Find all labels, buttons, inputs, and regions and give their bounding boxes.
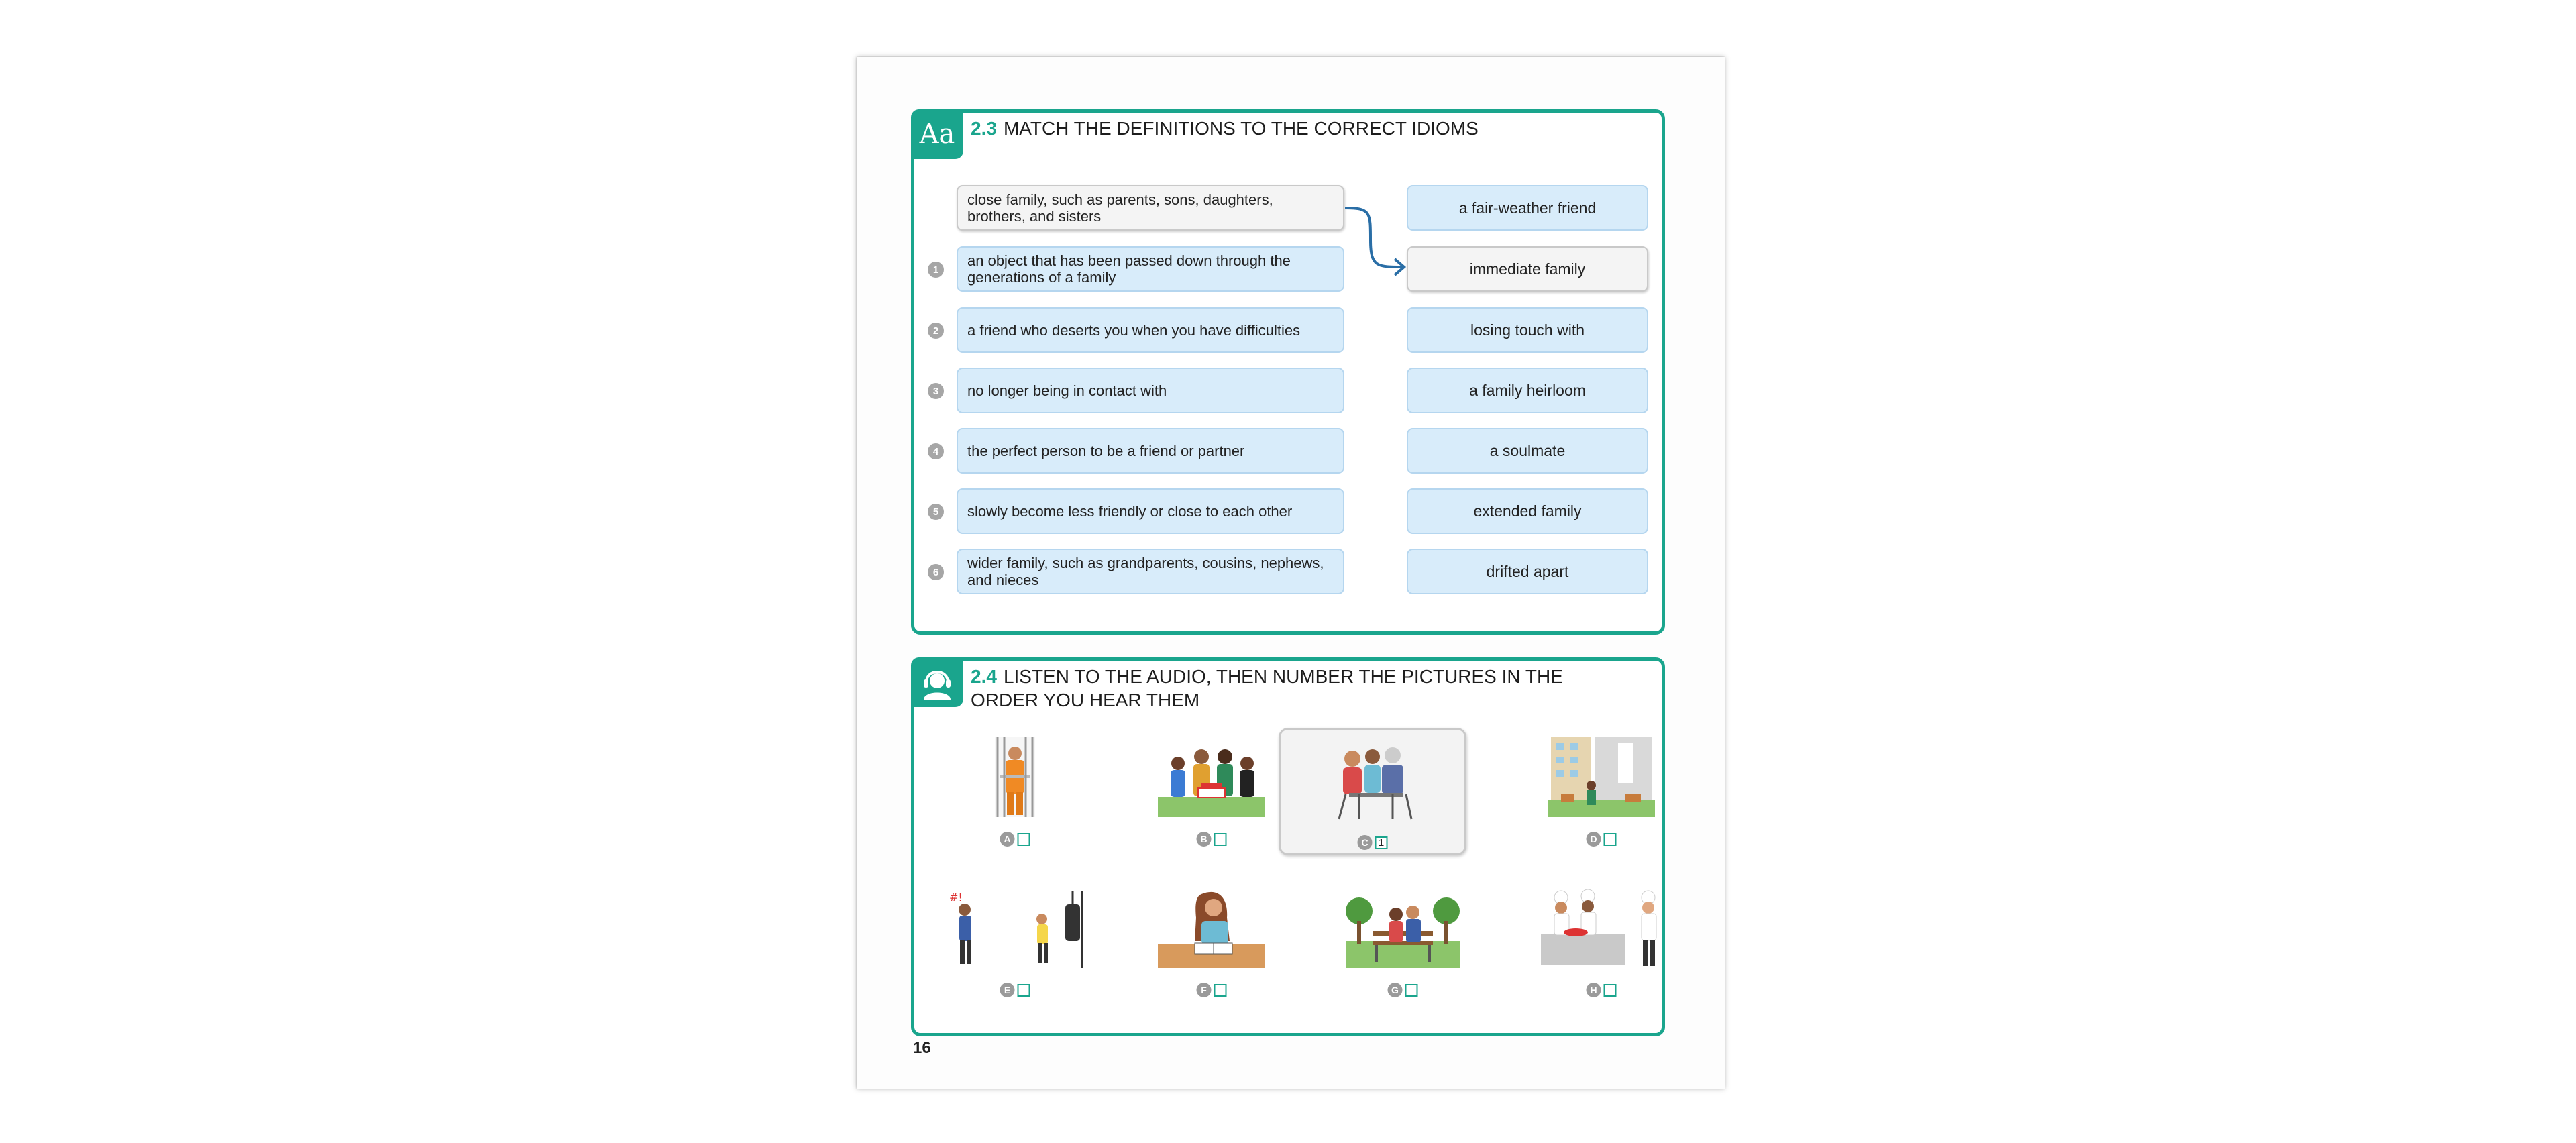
- idiom-family-heirloom[interactable]: a family heirloom: [1407, 368, 1648, 413]
- picture-label: [1587, 832, 1617, 847]
- family-birthday-illustration: [1155, 733, 1269, 820]
- answer-box[interactable]: [1405, 984, 1418, 997]
- street-neighbors-illustration: [1544, 733, 1658, 820]
- picture-g[interactable]: [1309, 879, 1497, 998]
- definition-text: no longer being in contact with: [967, 382, 1167, 399]
- page-number: 16: [913, 1039, 931, 1057]
- boxing-illustration: [941, 884, 1089, 971]
- exercise-title: LISTEN TO THE AUDIO, THEN NUMBER THE PICTURES IN THE ORDER YOU HEAR THEM: [971, 666, 1563, 710]
- number-1: 1: [928, 262, 944, 278]
- prisoner-illustration: [981, 733, 1049, 820]
- picture-label: [1388, 983, 1418, 997]
- picture-b[interactable]: [1118, 728, 1305, 847]
- definition-text: slowly become less friendly or close to each other: [967, 502, 1293, 520]
- picture-label: [1587, 983, 1617, 997]
- picture-label: [1358, 835, 1388, 850]
- number-2: 2: [928, 323, 944, 339]
- picture-label: [1000, 832, 1030, 847]
- idiom-drifted-apart[interactable]: drifted apart: [1407, 549, 1648, 594]
- definition-text: an object that has been passed down through the generations of a family: [967, 252, 1291, 286]
- answer-box[interactable]: 1: [1375, 836, 1388, 849]
- idiom-extended-family[interactable]: extended family: [1407, 488, 1648, 534]
- definition-5[interactable]: [957, 488, 1344, 534]
- idiom-soulmate[interactable]: a soulmate: [1407, 428, 1648, 474]
- picture-a[interactable]: [921, 728, 1109, 847]
- answer-box[interactable]: [1214, 833, 1227, 846]
- woman-reading-illustration: [1155, 884, 1269, 971]
- letter-badge: F: [1197, 983, 1212, 997]
- definition-2[interactable]: [957, 307, 1344, 353]
- exercise-number: 2.4: [971, 666, 997, 687]
- picture-label: [1000, 983, 1030, 997]
- definition-text: close family, such as parents, sons, daughters, brothers, and sisters: [967, 191, 1273, 225]
- number-5: 5: [928, 504, 944, 520]
- aa-icon: Aa: [919, 119, 955, 150]
- exercise-2-3-heading: [971, 117, 1479, 140]
- example-definition: [957, 185, 1344, 231]
- picture-c[interactable]: [1279, 728, 1466, 855]
- exercise-number: 2.3: [971, 118, 997, 139]
- letter-badge: E: [1000, 983, 1015, 997]
- picture-label: [1197, 983, 1227, 997]
- number-6: 6: [928, 564, 944, 580]
- picture-label: [1197, 832, 1227, 847]
- picture-h[interactable]: [1507, 879, 1695, 998]
- answer-box[interactable]: [1018, 833, 1030, 846]
- answer-box[interactable]: [1018, 984, 1030, 997]
- letter-badge: A: [1000, 832, 1015, 847]
- chefs-cooking-illustration: [1534, 884, 1668, 971]
- idiom-immediate-family[interactable]: immediate family: [1407, 246, 1648, 292]
- park-bench-illustration: [1342, 884, 1463, 971]
- letter-badge: C: [1358, 835, 1373, 850]
- picture-f[interactable]: [1118, 879, 1305, 998]
- definition-3[interactable]: [957, 368, 1344, 413]
- friends-talking-illustration: [1319, 735, 1426, 822]
- answer-box[interactable]: [1604, 984, 1617, 997]
- definition-1[interactable]: [957, 246, 1344, 292]
- definition-6[interactable]: [957, 549, 1344, 594]
- example-match-arrow: [1344, 200, 1411, 287]
- definition-4[interactable]: [957, 428, 1344, 474]
- workbook-page: [857, 57, 1725, 1089]
- picture-d[interactable]: [1507, 728, 1695, 847]
- number-3: 3: [928, 383, 944, 399]
- svg-text:#!: #!: [949, 891, 963, 904]
- definition-text: wider family, such as grandparents, cousins, nephews, and nieces: [967, 555, 1324, 588]
- exercise-title: MATCH THE DEFINITIONS TO THE CORRECT IDIOMS: [1003, 118, 1479, 139]
- exercise-2-4-heading: [971, 665, 1628, 712]
- answer-box[interactable]: [1214, 984, 1227, 997]
- definition-text: the perfect person to be a friend or partner: [967, 442, 1245, 459]
- letter-badge: H: [1587, 983, 1601, 997]
- letter-badge: B: [1197, 832, 1212, 847]
- vocabulary-badge: [911, 109, 963, 159]
- letter-badge: G: [1388, 983, 1403, 997]
- number-4: 4: [928, 443, 944, 459]
- letter-badge: D: [1587, 832, 1601, 847]
- exercise-2-4-panel: [911, 657, 1665, 1036]
- listening-badge: [911, 657, 963, 707]
- definition-text: a friend who deserts you when you have difficulties: [967, 321, 1301, 339]
- headphones-icon: [917, 662, 957, 702]
- idiom-fair-weather-friend[interactable]: a fair-weather friend: [1407, 185, 1648, 231]
- picture-e[interactable]: [921, 879, 1109, 998]
- answer-box[interactable]: [1604, 833, 1617, 846]
- exercise-2-3-panel: [911, 109, 1665, 635]
- idiom-losing-touch[interactable]: losing touch with: [1407, 307, 1648, 353]
